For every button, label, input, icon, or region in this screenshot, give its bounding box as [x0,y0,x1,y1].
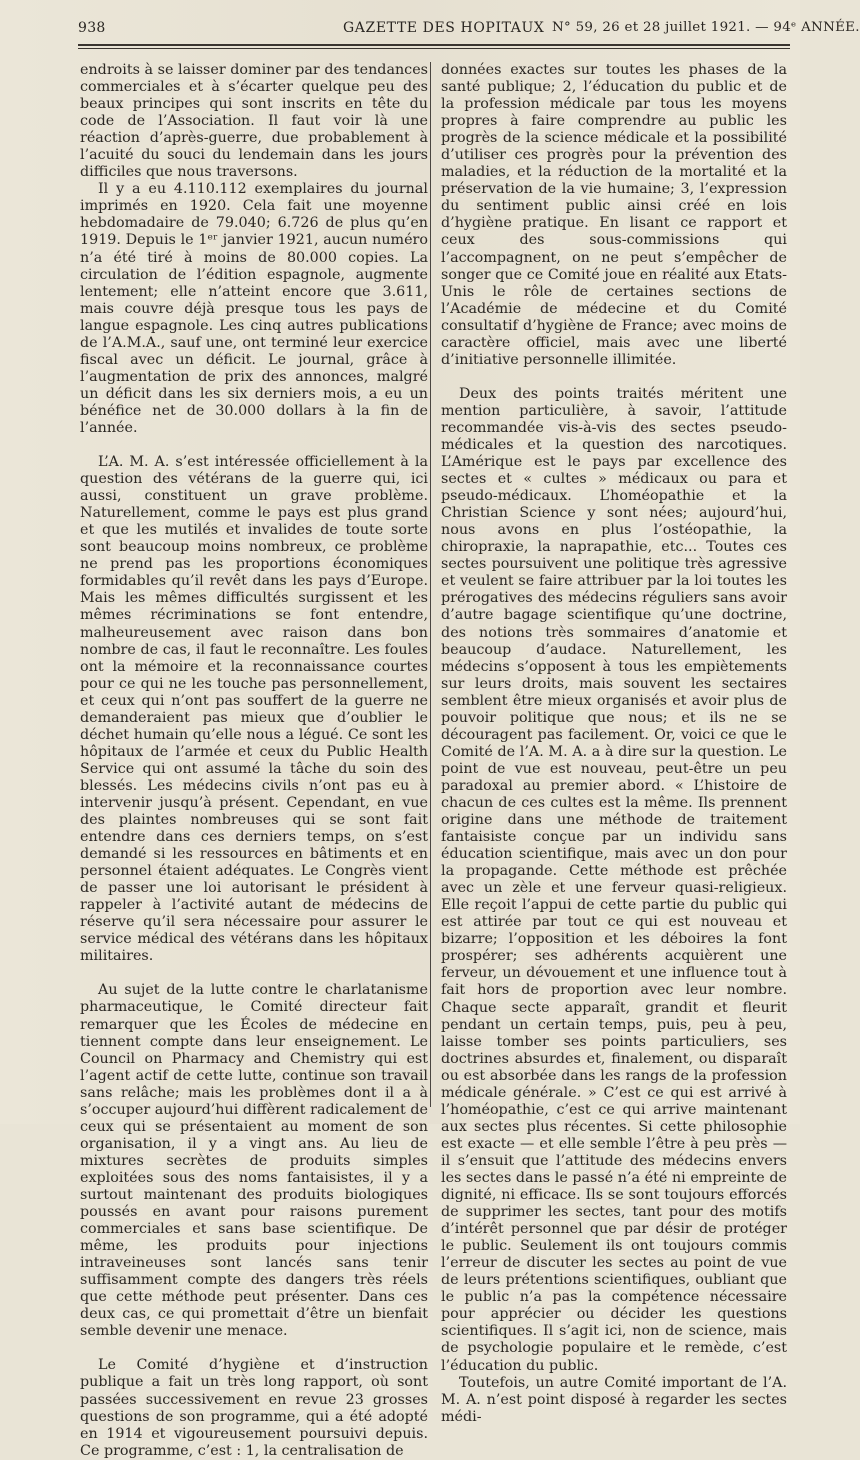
left-column [80,62,428,1459]
journal-title: GAZETTE DES HOPITAUX [343,20,545,36]
paragraph: Toutefois, un autre Comité important de l’A. M. A. n’est point disposé à regarder les sectes médi- [441,1374,787,1425]
page-number: 938 [78,20,106,36]
paragraph: Au sujet de la lutte contre le charlatanisme pharmaceutique, le Comité directeur fait remarquer que les Écoles de médecine en tiennent compte dans leur enseignement. Le Council on Pharmacy and Chemistry qui est l’agent actif de cette lutte, continue son travail sans relâche; mais les problèmes dont il a à s’occuper aujourd’hui diffèrent radicalement de ceux qui se présentaient au moment de son organisation, il y a vingt ans. Au lieu de mixtures secrètes de produits simples exploitées sous des noms fantaisistes, il y a surtout maintenant des produits biologiques poussés en avant pour raisons purement commerciales et sans base scientifique. De même, les produits pour injections intraveineuses sont lancés sans tenir suffisamment compte des dangers très réels que cette méthode peut présenter. Dans ces deux cas, ce qui promettait d’être un bienfait semble devenir une menace. [80,982,428,1340]
issue-info: N° 59, 26 et 28 juillet 1921. — 94ᵉ ANNÉE. [552,20,860,35]
column-divider [430,62,431,1107]
paragraph: endroits à se laisser dominer par des tendances commerciales et à s’écarter quelque peu des beaux principes qui sont inscrits en tête du code de l’Association. Il faut voir là une réaction d’après-guerre, due probablement à l’acuité du souci du lendemain dans les jours difficiles que nous traversons. [80,62,428,181]
paragraph: Deux des points traités méritent une mention particulière, à savoir, l’attitude recommandée vis-à-vis des sectes pseudo-médicales et la question des narcotiques. L’Amérique est le pays par excellence des sectes et « cultes » médicaux ou para et pseudo-médicaux. L’homéopathie et la Christian Science y sont nées; aujourd’hui, nous avons en plus l’ostéopathie, la chiropraxie, la naprapathie, etc... Toutes ces sectes poursuivent une politique très agressive et veulent se faire attribuer par la loi toutes les prérogatives des médecins réguliers sans avoir d’autre bagage scientifique qu’une doctrine, des notions très sommaires d’anatomie et beaucoup d’audace. Naturellement, les médecins s’opposent à tous les empiètements sur leurs droits, mais souvent les sectaires semblent être mieux organisés et avoir plus de pouvoir politique que nous; et ils ne se découragent pas facilement. Or, voici ce que le Comité de l’A. M. A. a à dire sur la question. Le point de vue est nouveau, peut-être un peu paradoxal au premier abord. « L’histoire de chacun de ces cultes est la même. Ils prennent origine dans une méthode de traitement fantaisiste conçue par un individu sans éducation scientifique, mais avec un don pour la propagande. Cette méthode est prêchée avec un zèle et une ferveur quasi-religieux. Elle reçoit l’appui de cette partie du public qui est attirée par tout ce qui est nouveau et bizarre; l’opposition et les déboires la font prospérer; ses adhérents acquièrent une ferveur, un dévouement et une influence tout à fait hors de proportion avec leur nombre. Chaque secte apparaît, grandit et fleurit pendant un certain temps, puis, peu à peu, laisse tomber ses points particuliers, ses doctrines absurdes et, finalement, ou disparaît ou est absorbée dans les rangs de la profession médicale générale. » C’est ce qui est arrivé à l’homéopathie, c’est ce qui arrive maintenant aux sectes plus récentes. Si cette philosophie est exacte — et elle semble l’être à peu près — il s’ensuit que l’attitude des médecins envers les sectes dans le passé n’a été ni empreinte de dignité, ni efficace. Ils se sont toujours efforcés de supprimer les sectes, tant pour des motifs d’intérêt personnel que par désir de protéger le public. Seulement ils ont toujours commis l’erreur de discuter les sectes au point de vue de leurs prétentions scientifiques, oubliant que le public n’a pas la compétence nécessaire pour apprécier ou décider les questions scientifiques. Il s’agit ici, non de science, mais de psychologie populaire et le remède, c’est l’éducation du public. [441,385,787,1374]
right-column [441,62,787,1425]
paragraph: L’A. M. A. s’est intéressée officiellement à la question des vétérans de la guerre qui, ici aussi, constituent un grave problème. Naturellement, comme le pays est plus grand et que les mutilés et invalides de toute sorte sont beaucoup moins nombreux, ce problème ne prend pas les proportions économiques formidables qu’il revêt dans les pays d’Europe. Mais les mêmes difficultés surgissent et les mêmes récriminations se font entendre, malheureusement avec raison dans bon nombre de cas, il faut le reconnaître. Les foules ont la mémoire et la reconnaissance courtes pour ce qui ne les touche pas personnellement, et ceux qui n’ont pas souffert de la guerre ne demanderaient pas mieux que d’oublier le déchet humain qu’elle nous a légué. Ce sont les hôpitaux de l’armée et ceux du Public Health Service qui ont assumé la tâche du soin des blessés. Les médecins civils n’ont pas eu à intervenir jusqu’à présent. Cependant, en vue des plaintes nombreuses qui se sont fait entendre dans ces derniers temps, on s’est demandé si les ressources en bâtiments et en personnel étaient adéquates. Le Congrès vient de passer une loi autorisant le président à rappeler à l’activité autant de médecins de réserve qu’il sera nécessaire pour assurer le service médical des vétérans dans les hôpitaux militaires. [80,454,428,965]
paragraph: Le Comité d’hygiène et d’instruction publique a fait un très long rapport, où sont passées successivement en revue 23 grosses questions de son programme, qui a été adopté en 1914 et vigoureusement poursuivi depuis. Ce programme, c’est : 1, la centralisation de [80,1357,428,1459]
paragraph: données exactes sur toutes les phases de la santé publique; 2, l’éducation du public et de la profession médicale par tous les moyens propres à faire comprendre au public les progrès de la science médicale et la possibilité d’utiliser ces progrès pour la prévention des maladies, et la réduction de la mortalité et la préservation de la vie humaine; 3, l’expression du sentiment public ainsi créé en lois d’hygiène pratique. En lisant ce rapport et ceux des sous-commissions qui l’accompagnent, on ne peut s’empêcher de songer que ce Comité joue en réalité aux Etats-Unis le rôle de certaines sections de l’Académie de médecine et du Comité consultatif d’hygiène de France; avec moins de caractère officiel, mais avec une liberté d’initiative personnelle illimitée. [441,62,787,368]
paragraph: Il y a eu 4.110.112 exemplaires du journal imprimés en 1920. Cela fait une moyenne hebdomadaire de 79.040; 6.726 de plus qu’en 1919. Depuis le 1ᵉʳ janvier 1921, aucun numéro n’a été tiré à moins de 80.000 copies. La circulation de l’édition espagnole, augmente lentement; elle n’atteint encore que 3.611, mais couvre déjà presque tous les pays de langue espagnole. Les cinq autres publications de l’A.M.A., sauf une, ont terminé leur exercice fiscal avec un déficit. Le journal, grâce à l’augmentation de prix des annonces, malgré un déficit dans les six derniers mois, a eu un bénéfice net de 30.000 dollars à la fin de l’année. [80,181,428,436]
header-rule-thick [78,44,790,46]
running-header [78,18,860,40]
header-rule-thin [78,48,790,49]
